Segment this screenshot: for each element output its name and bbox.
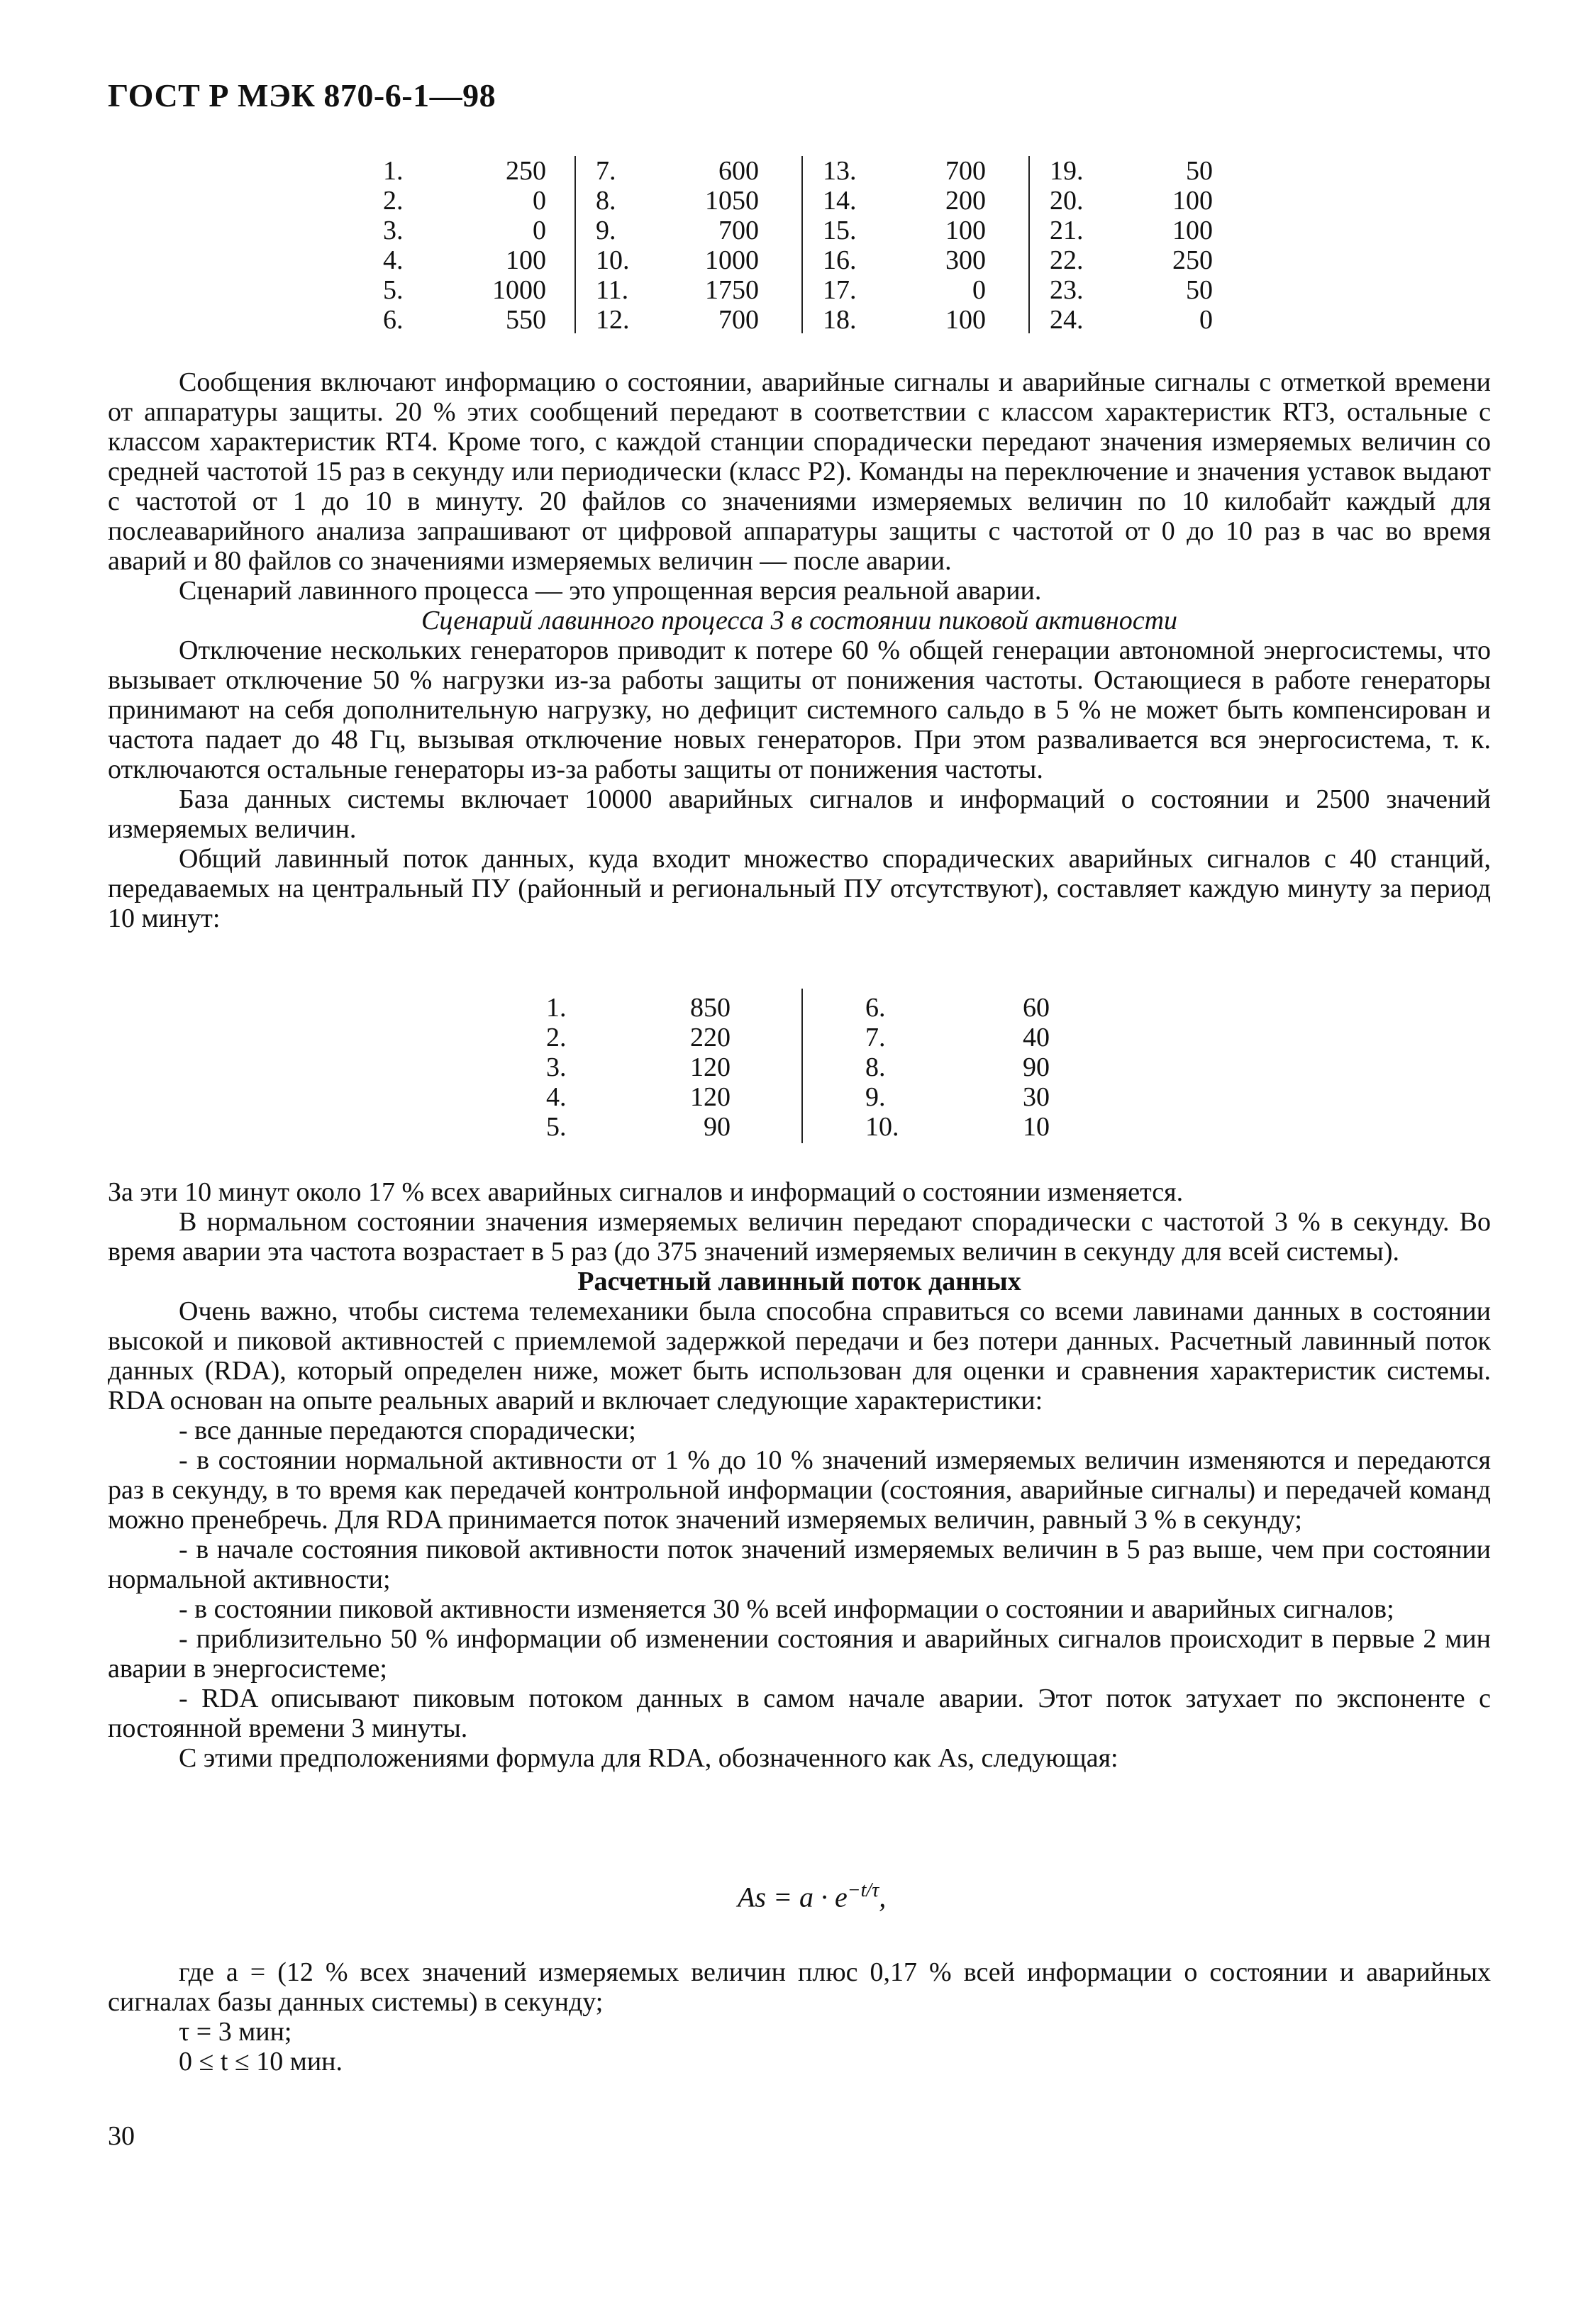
rda-formula xyxy=(738,1879,886,1913)
table-row: 9. 700 xyxy=(596,216,759,245)
table-row: 4. 100 xyxy=(383,245,546,275)
table-row: 20. 100 xyxy=(1050,186,1213,216)
paragraph: За эти 10 минут около 17 % всех аварийных сигналов и информаций о состоянии изменяется. xyxy=(108,1177,1184,1207)
text-block-1 xyxy=(108,367,1491,933)
column-divider xyxy=(574,156,576,333)
formula-body: As = a · e xyxy=(738,1881,848,1913)
list-item: - все данные передаются спорадически; xyxy=(179,1416,636,1445)
paragraph: Отключение нескольких генераторов приводит к потере 60 % общей генерации автономной энергосистемы, что вызывает отключение 50 % нагрузки из-за работы защиты от понижения частоты. Остающиеся в работе генераторы принимают на себя дополнительную нагрузку, но дефицит системного сальдо в 5 % не может быть компенсирован и частота падает до 48 Гц, вызывая отключение новых генераторов. При этом разваливается вся энергосистема, т. к. отключаются остальные генераторы из-за работы защиты от понижения частоты. xyxy=(108,635,1491,784)
paragraph: С этими предположениями формула для RDA, обозначенного как As, следующая: xyxy=(179,1743,1118,1773)
table-row: 6. 550 xyxy=(383,305,546,335)
table-row: 8. 1050 xyxy=(596,186,759,216)
table-row: 21. 100 xyxy=(1050,216,1213,245)
table-row: 2. 0 xyxy=(383,186,546,216)
table-row: 22. 250 xyxy=(1050,245,1213,275)
table-row: 15. 100 xyxy=(823,216,986,245)
paragraph: Сценарий лавинного процесса — это упрощенная версия реальной аварии. xyxy=(179,576,1042,606)
table-group-1 xyxy=(546,993,830,1142)
page-number: 30 xyxy=(108,2121,135,2151)
column-divider xyxy=(801,156,803,333)
table-row: 1. 850 xyxy=(546,993,731,1023)
table-row: 10. 10 xyxy=(865,1112,1050,1142)
table-row: 16. 300 xyxy=(823,245,986,275)
text-block-3 xyxy=(108,1957,1491,2076)
paragraph: где a = (12 % всех значений измеряемых величин плюс 0,17 % всей информации о состоянии и аварийных сигналах базы данных системы) в секунду; xyxy=(108,1957,1491,2017)
table-group-2 xyxy=(596,156,809,335)
table-row: 3. 0 xyxy=(383,216,546,245)
table-row: 7. 600 xyxy=(596,156,759,186)
table-row: 24. 0 xyxy=(1050,305,1213,335)
text-block-2 xyxy=(108,1177,1491,1773)
table-group-1 xyxy=(383,156,596,335)
list-item: - RDA описывают пиковым потоком данных в самом начале аварии. Этот поток затухает по экспоненте с постоянной времени 3 минуты. xyxy=(108,1684,1491,1743)
table-row: 3. 120 xyxy=(546,1052,731,1082)
table-row: 12. 700 xyxy=(596,305,759,335)
table-row: 19. 50 xyxy=(1050,156,1213,186)
paragraph: База данных системы включает 10000 аварийных сигналов и информаций о состоянии и 2500 значений измеряемых величин. xyxy=(108,784,1491,844)
table-row: 23. 50 xyxy=(1050,275,1213,305)
column-divider xyxy=(801,989,803,1143)
formula-exponent: −t/τ xyxy=(847,1879,879,1901)
table-row: 18. 100 xyxy=(823,305,986,335)
section-title: Расчетный лавинный поток данных xyxy=(577,1267,1021,1296)
document-header: ГОСТ Р МЭК 870-6-1—98 xyxy=(108,77,496,113)
list-item: - в начале состояния пиковой активности поток значений измеряемых величин в 5 раз выше, чем при состоянии нормальной активности; xyxy=(108,1535,1491,1594)
definition-line: τ = 3 мин; xyxy=(179,2017,292,2047)
table-row: 5. 90 xyxy=(546,1112,731,1142)
table-row: 8. 90 xyxy=(865,1052,1050,1082)
table-row: 10. 1000 xyxy=(596,245,759,275)
table-row: 17. 0 xyxy=(823,275,986,305)
table-row: 7. 40 xyxy=(865,1023,1050,1052)
table-row: 9. 30 xyxy=(865,1082,1050,1112)
table-row: 4. 120 xyxy=(546,1082,731,1112)
list-item: - приблизительно 50 % информации об изменении состояния и аварийных сигналов происходит в первые 2 мин аварии в энергосистеме; xyxy=(108,1624,1491,1684)
section-subtitle: Сценарий лавинного процесса 3 в состоянии пиковой активности xyxy=(421,606,1178,635)
paragraph: Очень важно, чтобы система телемеханики была способна справиться со всеми лавинами данных в состоянии высокой и пиковой активностей с приемлемой задержкой передачи и без потери данных. Расчетный лавинный поток данных (RDA), который определен ниже, может быть использован для оценки и сравнения характеристик системы. RDA основан на опыте реальных аварий и включает следующие характеристики: xyxy=(108,1296,1491,1416)
table-row: 2. 220 xyxy=(546,1023,731,1052)
paragraph: В нормальном состоянии значения измеряемых величин передают спорадически с частотой 3 % в секунду. Во время аварии эта частота возрастает в 5 раз (до 375 значений измеряемых величин в секунду для всей системы). xyxy=(108,1207,1491,1267)
table-row: 5. 1000 xyxy=(383,275,546,305)
table-row: 13. 700 xyxy=(823,156,986,186)
table-row: 6. 60 xyxy=(865,993,1050,1023)
table-row: 11. 1750 xyxy=(596,275,759,305)
table-group-3 xyxy=(823,156,1035,335)
list-item: - в состоянии нормальной активности от 1 % до 10 % значений измеряемых величин изменяются и передаются раз в секунду, в то время как передачей контрольной информации (состояния, аварийные сигналы) и передачей команд можно пренебречь. Для RDA принимается поток значений измеряемых величин, равный 3 % в секунду; xyxy=(108,1445,1491,1535)
table-row: 1. 250 xyxy=(383,156,546,186)
table-row: 14. 200 xyxy=(823,186,986,216)
paragraph: Общий лавинный поток данных, куда входит множество спорадических аварийных сигналов с 40 станций, передаваемых на центральный ПУ (районный и региональный ПУ отсутствуют), составляет каждую минуту за период 10 минут: xyxy=(108,844,1491,933)
formula-tail: , xyxy=(879,1881,887,1913)
paragraph: Сообщения включают информацию о состоянии, аварийные сигналы и аварийные сигналы с отметкой времени от аппаратуры защиты. 20 % этих сообщений передают в соответствии с классом характеристик RT3, остальные с классом характеристик RT4. Кроме того, с каждой станции спорадически передают значения измеряемых величин со средней частотой 15 раз в секунду или периодически (класс P2). Команды на переключение и значения уставок выдают с частотой от 1 до 10 в минуту. 20 файлов со значениями измеряемых величин по 10 килобайт каждый для послеаварийного анализа запрашивают от цифровой аппаратуры защиты с частотой от 0 до 10 раз в час во время аварий и 80 файлов со значениями измеряемых величин — после аварии. xyxy=(108,367,1491,576)
definition-line: 0 ≤ t ≤ 10 мин. xyxy=(179,2047,343,2076)
table-group-4 xyxy=(1050,156,1262,335)
column-divider xyxy=(1028,156,1030,333)
table-group-2 xyxy=(865,993,1149,1142)
list-item: - в состоянии пиковой активности изменяется 30 % всей информации о состоянии и аварийных сигналов; xyxy=(179,1594,1394,1624)
